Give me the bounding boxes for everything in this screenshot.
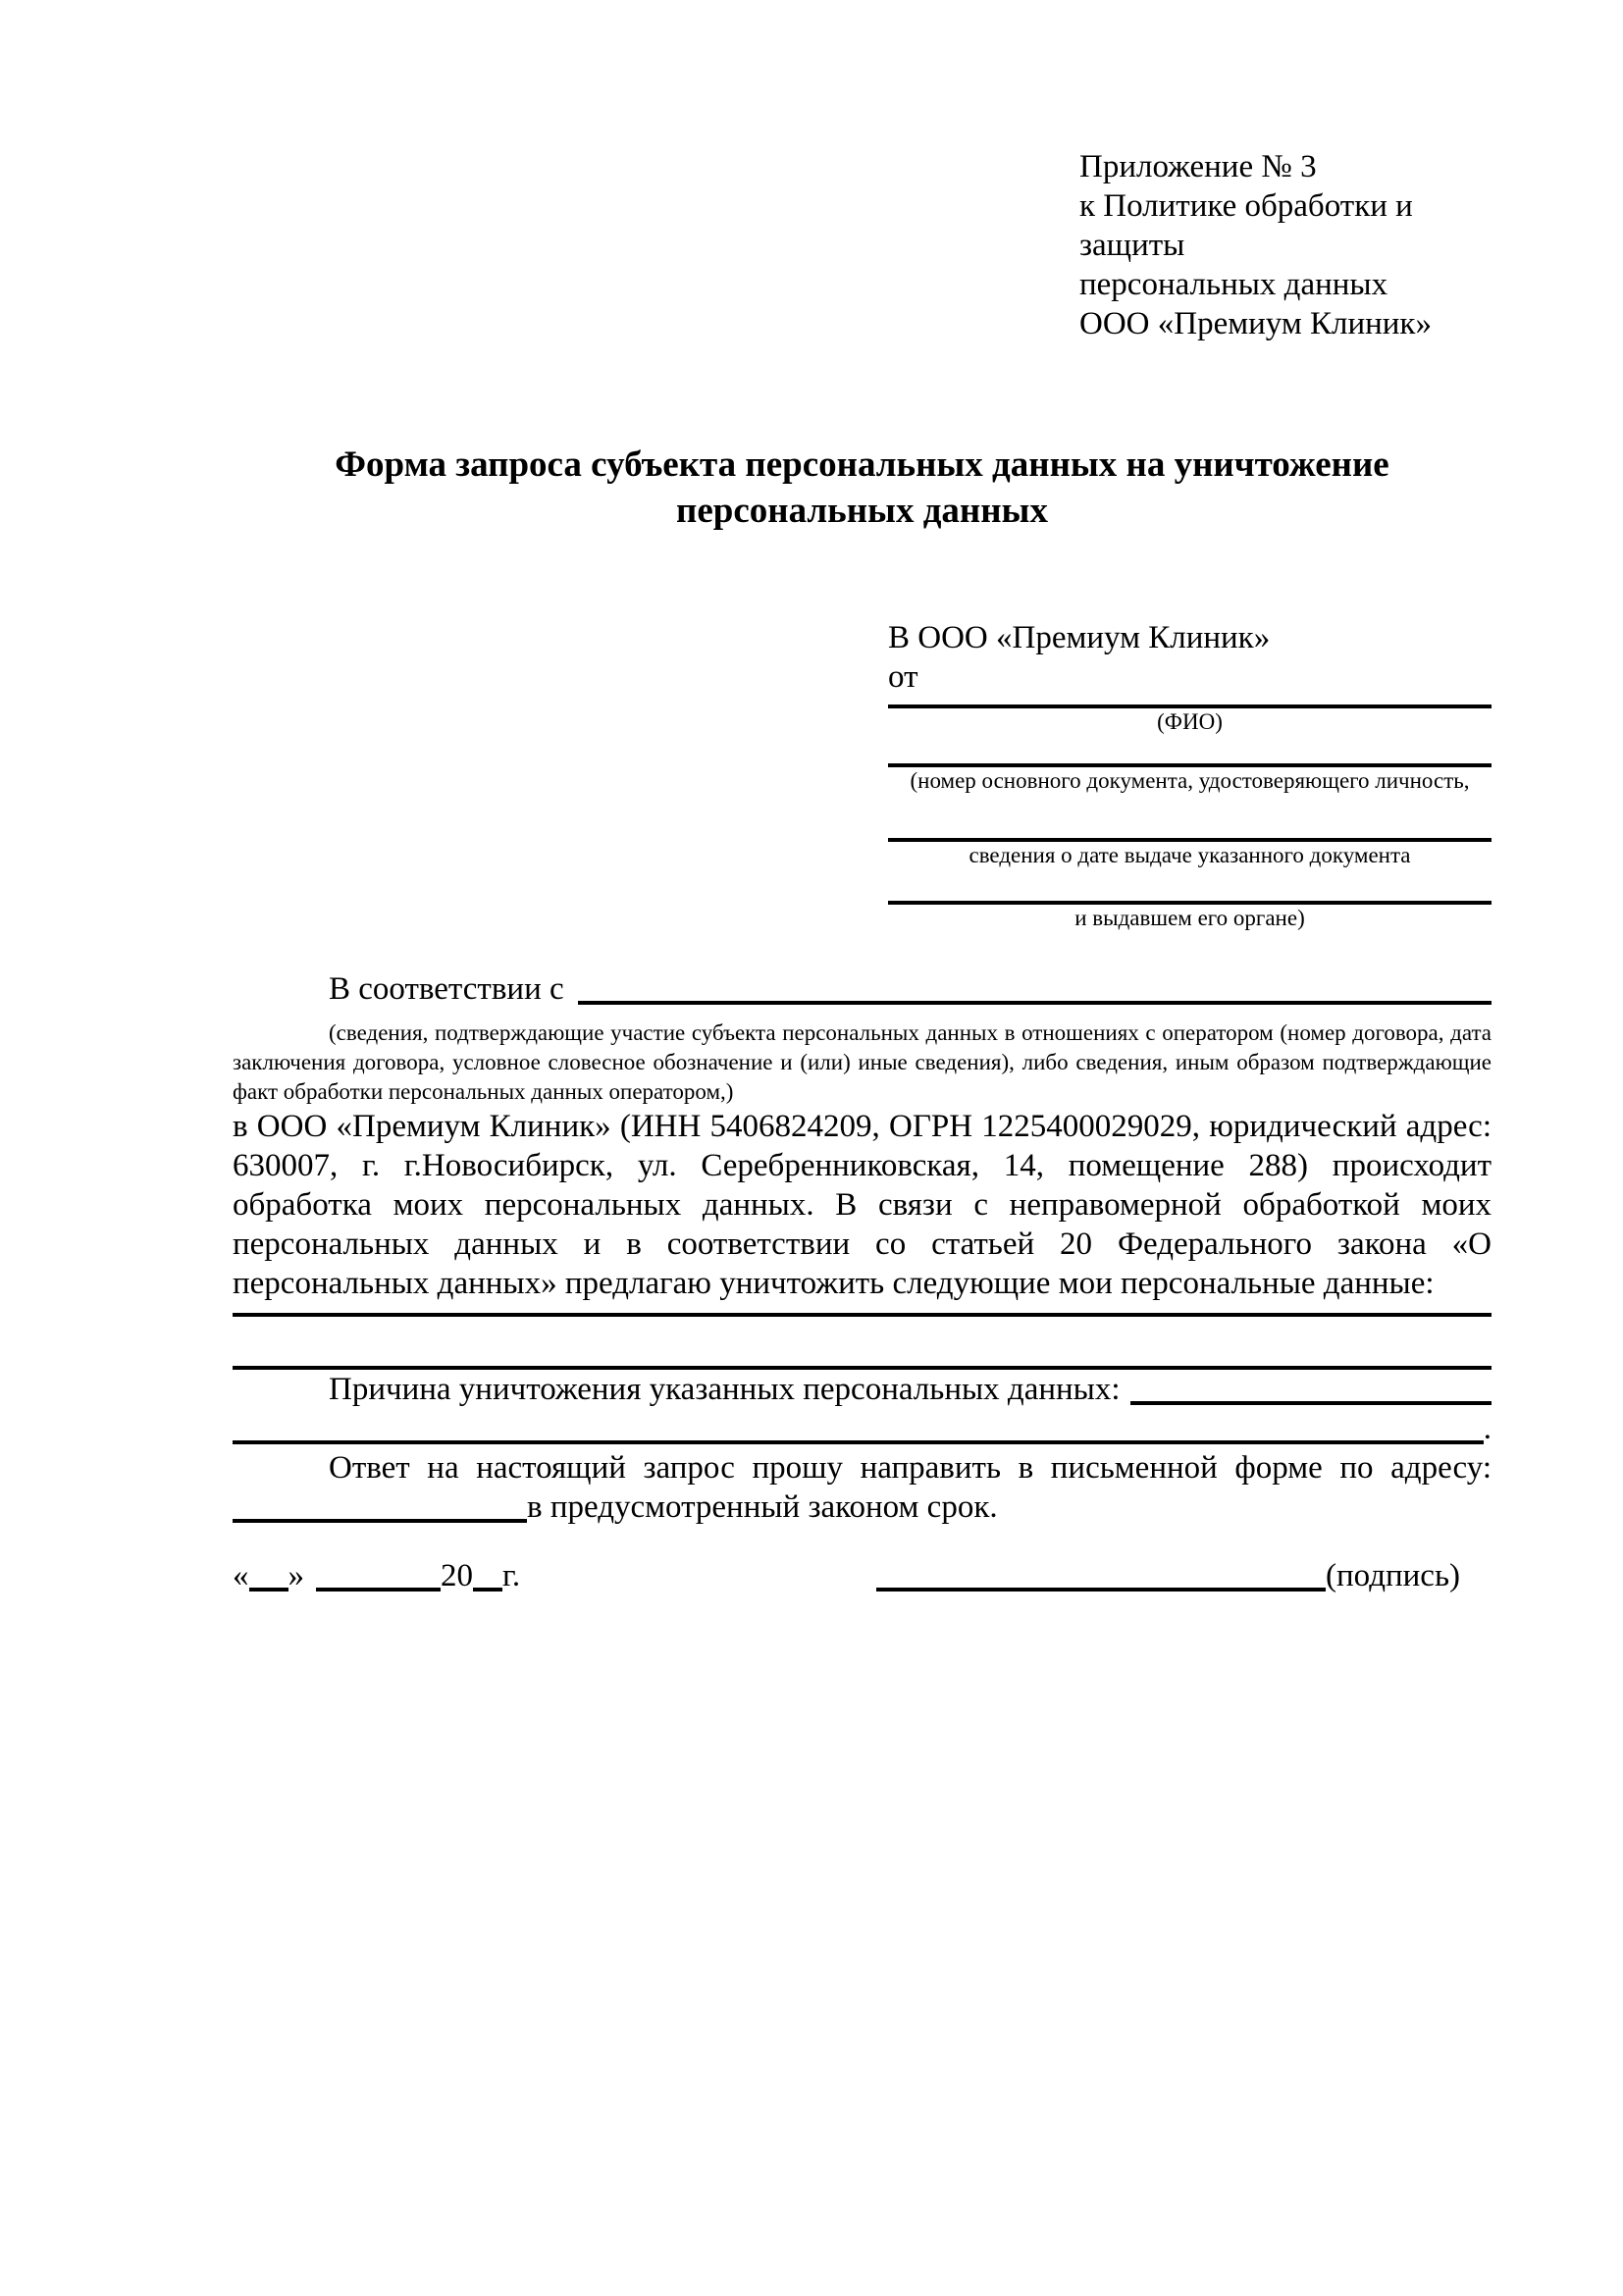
reason-row [233, 1370, 1492, 1409]
addressee-from-label: от [888, 659, 918, 695]
addressee-block [888, 618, 1492, 932]
response-tail-text: в предусмотренный законом срок. [527, 1489, 998, 1525]
date-month-blank [316, 1588, 441, 1592]
reason-end-period: . [1483, 1411, 1492, 1446]
appendix-note [1079, 147, 1492, 343]
reason-continuation-row [233, 1409, 1492, 1448]
personal-data-blank-line-2 [233, 1317, 1492, 1370]
document-issuer-caption: и выдавшем его органе) [1074, 906, 1305, 930]
date-open-quote: « [233, 1558, 249, 1593]
accordance-blank-line [578, 1001, 1492, 1005]
signature-caption: (подпись) [1326, 1558, 1460, 1593]
document-number-caption: (номер основного документа, удостоверяющего личность, [910, 768, 1470, 793]
main-paragraph: в ООО «Премиум Клиник» (ИНН 5406824209, ОГРН 1225400029029, юридический адрес: 630007, г. г.Новосибирск, ул. Серебренниковская, 14, помещение 288) происходит обработка моих персональных данных. В связи с неправомерной обработкой моих персональных данных и в соответствии со статьей 20 Федерального закона «О персональных данных» предлагаю уничтожить следующие мои персональные данные: [233, 1109, 1492, 1301]
appendix-line-3: персональных данных [1079, 267, 1388, 302]
document-issue-date-caption: сведения о дате выдаче указанного документа [969, 843, 1411, 867]
accordance-label: В соответствии с [329, 971, 564, 1007]
appendix-line-4: ООО «Премиум Клиник» [1079, 306, 1432, 341]
date-year-blank [473, 1588, 502, 1592]
document-title-line-2: персональных данных [676, 491, 1048, 531]
signature-blank-line [876, 1588, 1326, 1592]
date-day-blank [249, 1588, 288, 1592]
document-issue-date-blank-line [888, 795, 1492, 842]
signature-group [876, 1556, 1460, 1595]
accordance-footnote: (сведения, подтверждающие участие субъекта персональных данных в отношениях с оператором (номер договора, дата заключения договора, условное словесное обозначение и (или) иные сведения), либо сведения, иным образом подтверждающие факт обработки персональных данных оператором,) [233, 1020, 1492, 1104]
document-issuer-blank-line [888, 869, 1492, 905]
accordance-row [233, 967, 1492, 1011]
document-title-line-1: Форма запроса субъекта персональных данных на уничтожение [335, 444, 1389, 485]
response-address-blank-line [233, 1519, 527, 1523]
response-address-row [233, 1487, 1492, 1527]
date-group [233, 1556, 520, 1595]
appendix-line-2: к Политике обработки и защиты [1079, 188, 1413, 263]
fio-blank-line [888, 697, 1492, 708]
reason-label: Причина уничтожения указанных персональных данных: [329, 1372, 1121, 1407]
addressee-organization: В ООО «Премиум Клиник» [888, 620, 1271, 655]
appendix-line-1: Приложение № 3 [1079, 149, 1317, 184]
reason-blank-line [1130, 1401, 1492, 1405]
date-year-suffix: г. [502, 1558, 521, 1593]
document-title [233, 442, 1492, 534]
document-number-blank-line [888, 736, 1492, 767]
date-signature-row [233, 1556, 1492, 1595]
date-close-quote: » [288, 1558, 304, 1593]
reason-blank-line-2 [233, 1440, 1484, 1444]
date-year-prefix: 20 [441, 1558, 473, 1593]
response-request-sentence: Ответ на настоящий запрос прошу направить в письменной форме по адресу: [329, 1450, 1492, 1486]
fio-caption: (ФИО) [1157, 709, 1223, 734]
